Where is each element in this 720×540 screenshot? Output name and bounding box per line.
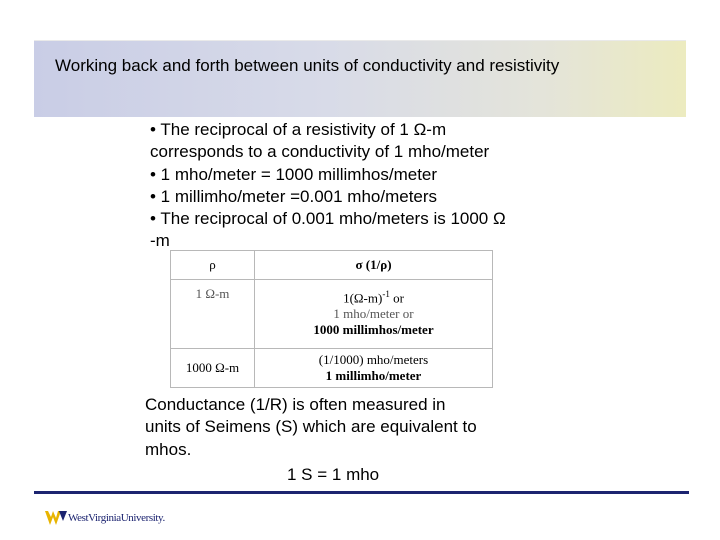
equation: 1 S = 1 mho — [287, 464, 380, 484]
conductance-line: units of Seimens (S) which are equivalent to — [145, 417, 477, 437]
cell-rho-2: 1000 Ω-m — [171, 349, 255, 388]
bullet-line: • 1 millimho/meter =0.001 mho/meters — [150, 186, 438, 206]
bullet-line: corresponds to a conductivity of 1 mho/meter — [150, 142, 490, 162]
sigma-1-line-c: 1000 millimhos/meter — [313, 322, 434, 338]
header-sigma: σ (1/ρ) — [255, 251, 493, 280]
wvu-logo — [44, 508, 184, 530]
bullet-line: -m — [150, 231, 170, 251]
bullet-line: • 1 mho/meter = 1000 millimhos/meter — [150, 164, 438, 184]
sigma-1-line-b: 1 mho/meter or — [333, 306, 414, 322]
bullet-line: • The reciprocal of 0.001 mho/meters is 1000 Ω — [150, 209, 506, 229]
footer-rule — [34, 491, 689, 494]
cell-rho-1: 1 Ω-m — [171, 280, 255, 349]
bullet-list — [150, 119, 590, 253]
bullet-line: • The reciprocal of a resistivity of 1 Ω-m — [150, 120, 447, 139]
table-row — [171, 349, 493, 388]
conductance-text — [145, 394, 565, 486]
conversion-table — [170, 250, 493, 388]
sigma-1-line-a: $1(\Omega-m)^{-1}$ or — [343, 289, 404, 306]
sigma-2-line-b: 1 millimho/meter — [325, 368, 422, 383]
table-row — [171, 280, 493, 349]
cell-sigma-1 — [255, 280, 493, 349]
flying-wv-icon — [44, 508, 68, 528]
header-rho: ρ — [171, 251, 255, 280]
sigma-2-line-a: (1/1000) mho/meters — [318, 352, 429, 367]
conductance-line: Conductance (1/R) is often measured in — [145, 395, 446, 414]
cell-sigma-2 — [255, 349, 493, 388]
wvu-wordmark: WestVirginiaUniversity. — [68, 512, 165, 524]
conductance-line: mhos. — [145, 439, 192, 459]
table-header-row — [171, 251, 493, 280]
slide-title: Working back and forth between units of conductivity and resistivity — [55, 56, 560, 75]
title-band — [34, 40, 686, 117]
